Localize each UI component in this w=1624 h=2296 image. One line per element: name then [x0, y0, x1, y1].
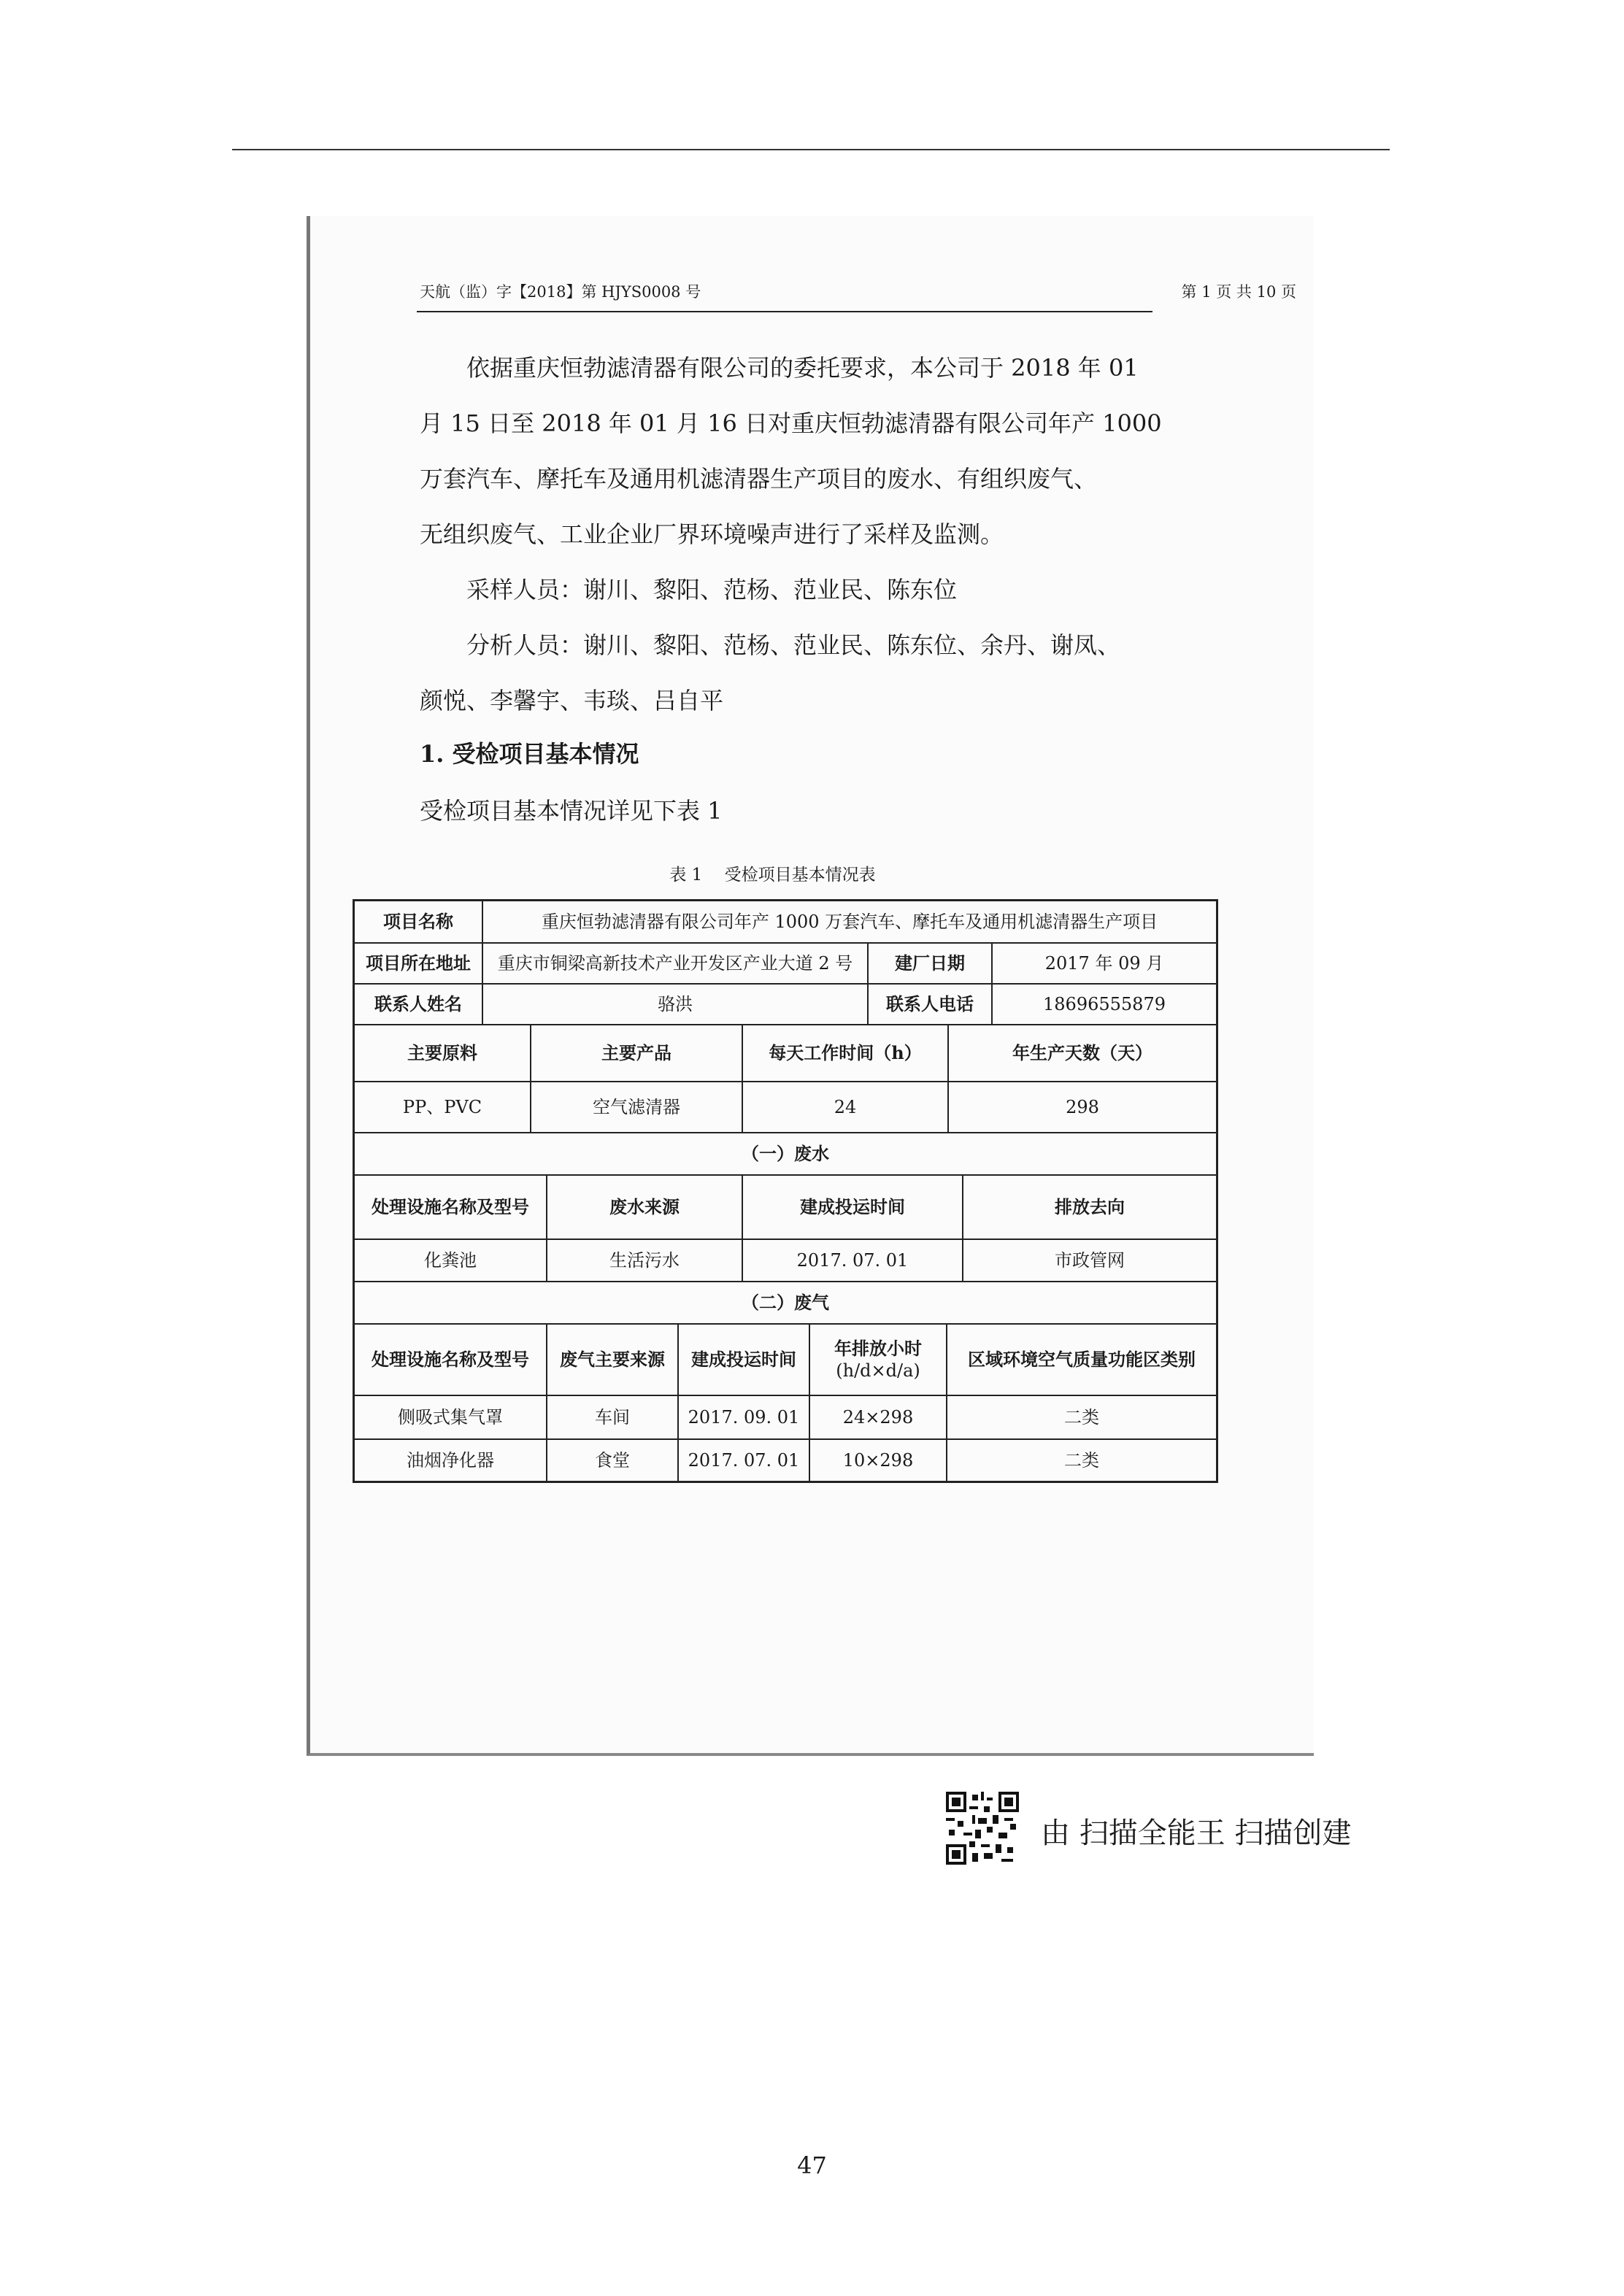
analysts-line: 颜悦、李馨宇、韦琰、吕自平 — [420, 687, 724, 714]
qr-code-icon — [946, 1792, 1019, 1865]
gas-cell: 2017. 07. 01 — [679, 1440, 810, 1481]
water-header-source: 废水来源 — [547, 1176, 743, 1238]
table-row — [355, 1440, 1216, 1481]
table-row — [355, 901, 1216, 944]
analysts-line: 分析人员：谢川、黎阳、范杨、范业民、陈东位、余丹、谢凤、 — [466, 631, 1121, 659]
gas-header-source: 废气主要来源 — [547, 1325, 679, 1395]
annual-days-value: 298 — [1066, 1097, 1099, 1117]
gas-header-hours-title: 年排放小时 — [834, 1338, 922, 1359]
gas-header-facility: 处理设施名称及型号 — [355, 1325, 547, 1395]
gas-header-date: 建成投运时间 — [679, 1325, 810, 1395]
table-row — [355, 1396, 1216, 1440]
water-cell: 化粪池 — [355, 1240, 547, 1281]
water-cell: 生活污水 — [547, 1240, 743, 1281]
phone-value: 18696555879 — [1043, 994, 1166, 1014]
water-cell: 2017. 07. 01 — [743, 1240, 963, 1281]
gas-cell: 10×298 — [810, 1440, 947, 1481]
header-rule — [417, 311, 1152, 312]
table-row — [355, 944, 1216, 985]
gas-cell: 食堂 — [547, 1440, 679, 1481]
camscanner-watermark: 由 扫描全能王 扫描创建 — [1041, 1817, 1352, 1850]
samplers-line: 采样人员：谢川、黎阳、范杨、范业民、陈东位 — [466, 576, 958, 604]
project-info-table — [353, 899, 1218, 1483]
gas-cell: 2017. 09. 01 — [679, 1396, 810, 1438]
intro-line: 万套汽车、摩托车及通用机滤清器生产项目的废水、有组织废气、 — [420, 465, 1098, 493]
gas-cell: 车间 — [547, 1396, 679, 1438]
main-product-value: 空气滤清器 — [531, 1082, 743, 1132]
table-row — [355, 1240, 1216, 1282]
section-description: 受检项目基本情况详见下表 1 — [420, 797, 723, 825]
gas-header-zone: 区域环境空气质量功能区类别 — [968, 1349, 1196, 1370]
intro-line: 月 15 日至 2018 年 01 月 16 日对重庆恒勃滤清器有限公司年产 1000 — [420, 409, 1162, 437]
gas-cell: 二类 — [1064, 1450, 1099, 1471]
table-caption: 表 1 受检项目基本情况表 — [669, 866, 876, 885]
address-value: 重庆市铜梁高新技术产业开发区产业大道 2 号 — [483, 944, 869, 983]
main-product-label: 主要产品 — [531, 1025, 743, 1081]
water-header-destination: 排放去向 — [1055, 1196, 1125, 1217]
daily-hours-label: 每天工作时间（h） — [743, 1025, 949, 1081]
gas-header-hours — [810, 1325, 947, 1395]
water-cell: 市政管网 — [1055, 1250, 1125, 1271]
water-header-date: 建成投运时间 — [743, 1176, 963, 1238]
daily-hours-value: 24 — [743, 1082, 949, 1132]
intro-line: 依据重庆恒勃滤清器有限公司的委托要求，本公司于 2018 年 01 — [466, 354, 1139, 382]
address-label: 项目所在地址 — [355, 944, 483, 983]
page-number: 47 — [797, 2151, 827, 2179]
gas-cell: 油烟净化器 — [355, 1440, 547, 1481]
project-name-label: 项目名称 — [355, 901, 483, 942]
phone-label: 联系人电话 — [869, 985, 993, 1024]
table-row — [355, 1133, 1216, 1176]
wastewater-section-title: （一）废水 — [742, 1143, 829, 1164]
contact-label: 联系人姓名 — [355, 985, 483, 1024]
intro-paragraph — [420, 340, 1162, 562]
table-row — [355, 1325, 1216, 1396]
page-info: 第 1 页 共 10 页 — [1181, 283, 1296, 301]
table-row — [355, 1025, 1216, 1082]
build-date-label: 建厂日期 — [869, 944, 993, 983]
scanned-page — [307, 216, 1314, 1756]
build-date-value: 2017 年 09 月 — [1044, 953, 1164, 974]
raw-material-value: PP、PVC — [355, 1082, 531, 1132]
gas-cell: 二类 — [1064, 1407, 1099, 1428]
table-row — [355, 1282, 1216, 1325]
water-header-facility: 处理设施名称及型号 — [355, 1176, 547, 1238]
contact-value: 骆洪 — [483, 985, 869, 1024]
page-top-rule — [232, 149, 1390, 150]
exhaust-section-title: （二）废气 — [742, 1292, 829, 1313]
section-title: 1. 受检项目基本情况 — [420, 740, 639, 768]
gas-header-hours-unit: (h/d×d/a) — [836, 1360, 920, 1381]
project-name-value: 重庆恒勃滤清器有限公司年产 1000 万套汽车、摩托车及通用机滤清器生产项目 — [541, 912, 1158, 932]
report-code: 天航（监）字【2018】第 HJYS0008 号 — [420, 283, 701, 301]
intro-line: 无组织废气、工业企业厂界环境噪声进行了采样及监测。 — [420, 520, 1004, 548]
personnel-paragraph — [420, 562, 1150, 728]
gas-cell: 24×298 — [810, 1396, 947, 1438]
table-row — [355, 1176, 1216, 1240]
raw-material-label: 主要原料 — [355, 1025, 531, 1081]
table-row — [355, 985, 1216, 1025]
table-row — [355, 1082, 1216, 1133]
annual-days-label: 年生产天数（天） — [1012, 1042, 1152, 1063]
gas-cell: 侧吸式集气罩 — [355, 1396, 547, 1438]
